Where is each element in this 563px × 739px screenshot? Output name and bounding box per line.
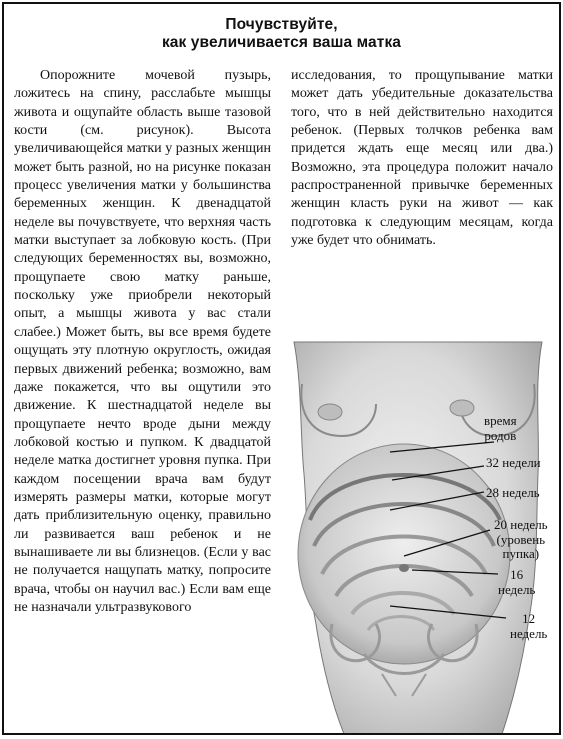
label-28-weeks: 28 недель: [486, 485, 540, 500]
text-column-left: Опорожните мочевой пузырь, ложитесь на спину, расслабьте мышцы живота и ощупайте область выше тазовой кости (см. рисунок). Высота увеличивающейся матки у разных женщин может быть разной, но на рисунке показан процесс увеличения матки у большинства беременных женщин. К двенадцатой неделе вы почувствуете, что верхняя часть матки выступает за лобковую кость. (При следующих беременностях вы, возможно, прощупаете свою матку раньше, поскольку уже приобрели некоторый опыт, а мышцы живота у вас стали слабее.) Может быть, вы все время будете ощущать эту плотную округлость, ожидая первых движений ребенка; возможно, вам даже покажется, что вы ощутили это движение. К шестнадцатой неделе вы прощупаете нечто вроде дыни между лобковой костью и пупком. К двадцатой неделе матка достигнет уровня пупка. При каждом посещении врача вам будут измерять размеры матки, которые могут дать приблизительную оценку, правильно ли развивается ваш ребенок и не вынашиваете ли вы близнецов. (Если у вас не получается нащупать матку, попросите врача, чтобы он научил вас.) Если вам еще не назначали ультразвукового: [14, 68, 271, 615]
label-birth-time: время родов: [484, 413, 517, 443]
label-12-weeks: 12 недель: [510, 611, 548, 641]
page-title: [4, 16, 559, 52]
book-page: [2, 2, 561, 735]
text-column-right: исследования, то прощупывание матки может дать убедительные доказательства того, что в ней действительно находится ребенок. (Первых толчков ребенка вам придется ждать еще месяц или два.) Возможно, эта процедура положит начало распространенной привычке беременных женщин класть руки на живот — как подготовка к следующим месяцам, когда уже будет что обнимать.: [291, 68, 553, 249]
label-20-weeks: 20 недель (уровень пупка): [494, 517, 548, 561]
uterus-growth-illustration: [272, 324, 559, 734]
label-32-weeks: 32 недели: [486, 455, 541, 470]
title-line-2: как увеличивается ваша матка: [161, 34, 402, 51]
title-line-1: Почувствуйте,: [225, 16, 338, 33]
label-16-weeks: 16 недель: [498, 567, 536, 597]
